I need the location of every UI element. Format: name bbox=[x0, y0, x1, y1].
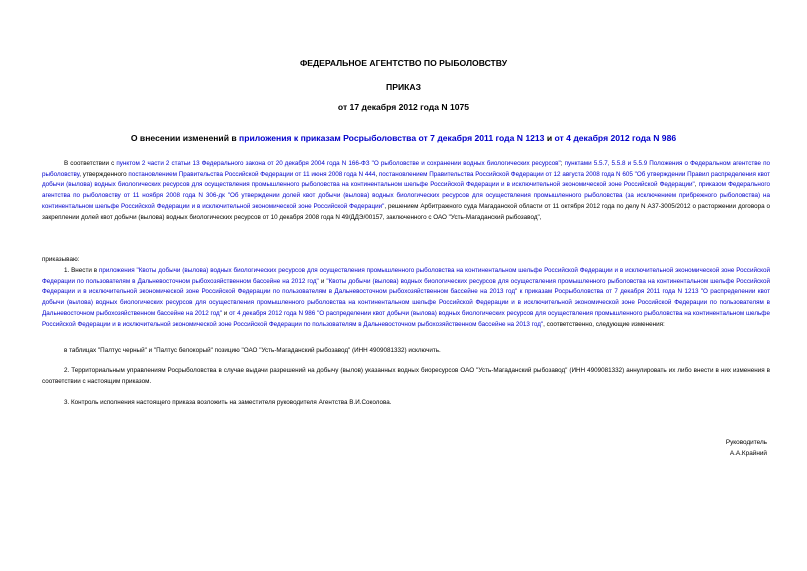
preamble-text: , утвержденного bbox=[79, 170, 129, 178]
preamble-text: В соответствии с bbox=[64, 160, 117, 167]
item-1-change: в таблицах "Палтус черный" и "Палтус белокорый" позицию "ОАО "Усть-Магаданский рыбозавод" (ИНН 4909081332) исключить. bbox=[64, 347, 441, 354]
link-order-986[interactable]: от 4 декабря 2012 года N 986 "О распределении квот добычи (вылова) водных биологических ресурсов для осуществления промышленного рыболовства на континентальном шельфе Российской Федерации и в исключительной экономической зоне Российской Федерации по пользователям в Дальневосточном рыбохозяйственном бассейне на 2013 год" bbox=[42, 309, 770, 328]
item-2-paragraph: 2. Территориальным управлениям Росрыболовства в случае выдачи разрешений на добычу (вылов) указанных водных биоресурсов ОАО "Усть-Магаданский рыбозавод" (ИНН 4909081332) аннулировать их либо внести в них изменения в соответствии с настоящим приказом. bbox=[42, 367, 770, 385]
item-1-text: и bbox=[221, 309, 230, 317]
preamble-text: , решением Арбитражного суда Магаданской области от 11 октября 2012 года по делу N А37-3005/2012 о расторжении договора о закреплении долей квот добычи (вылова) водных биологических ресурсов от 10 декабря 2008 года N 49/ДДЭ/00157, заключенного с ОАО "Усть-Магаданский рыбозавод", bbox=[42, 202, 771, 221]
link-government-decree-444[interactable]: постановлением Правительства Российской Федерации от 11 июня 2008 года N 444 bbox=[128, 170, 376, 178]
preamble-text: , bbox=[694, 181, 699, 189]
title-link-order-1213[interactable]: приложения к приказам Росрыболовства от 7 декабря 2011 года N 1213 bbox=[239, 133, 545, 143]
link-federal-law-166[interactable]: пунктом 2 части 2 статьи 13 Федерального закона от 20 декабря 2004 года N 166-ФЗ "О рыболовстве и сохранении водных биологических ресурсов" bbox=[116, 160, 561, 167]
preamble-text: , bbox=[375, 170, 379, 178]
link-quotas-2013-order-1213[interactable]: "Квоты добычи (вылова) водных биологических ресурсов для осуществления промышленного рыболовства на континентальном шельфе Российской Федерации и в исключительной экономической зоне Российской Федерации по пользователям в Дальневосточном рыбохозяйственном бассейне на 2013 год" к приказам Росрыболовства от 7 декабря 2011 года N 1213 "О распределении квот добычи (вылова) водных биологических ресурсов для осуществления промышленного рыболовства на континентальном шельфе Российской Федерации и в исключительной экономической зоне Российской Федерации по пользователям в Дальневосточном рыбохозяйственном бассейне на 2012 год" bbox=[42, 277, 771, 317]
order-directive: приказываю: bbox=[42, 256, 80, 263]
order-title bbox=[0, 133, 807, 143]
item-1-text: 1. Внести в bbox=[64, 267, 99, 274]
item-1-text: и bbox=[318, 277, 327, 285]
link-quotas-2012[interactable]: приложения "Квоты добычи (вылова) водных биологических ресурсов для осуществления промышленного рыболовства на континентальном шельфе Российской Федерации и в исключительной экономической зоне Российской Федерации по пользователям в Дальневосточном рыбохозяйственном бассейне на 2012 год" bbox=[42, 267, 770, 285]
link-order-306-dk[interactable]: приказом Федерального агентства по рыболовству от 11 ноября 2008 года N 306-дк "Об утверждении долей квот добычи (вылова) водных биологических ресурсов для осуществления промышленного рыболовства (за исключением прибрежного рыболовства) на континентальном шельфе Российской Федерации и в исключительной экономической зоне Российской Федерации" bbox=[42, 181, 770, 210]
preamble-paragraph bbox=[42, 159, 770, 223]
title-text: О внесении изменений в bbox=[130, 133, 240, 143]
title-text: и bbox=[544, 133, 555, 143]
order-date: от 17 декабря 2012 года N 1075 bbox=[337, 102, 470, 112]
link-government-decree-605[interactable]: постановлением Правительства Российской Федерации от 12 августа 2008 года N 605 "Об утверждении Правил распределения квот добычи (вылова) водных биологических ресурсов для осуществления промышленного рыболовства на континентальном шельфе Российской Федерации и в исключительной экономической зоне Российской Федерации" bbox=[42, 170, 770, 189]
item-1-paragraph bbox=[42, 266, 770, 330]
link-regulation-points[interactable]: пунктами 5.5.7, 5.5.8 и 5.5.9 Положения о Федеральном агентстве по рыболовству bbox=[42, 160, 771, 178]
item-1-text: , соответственно, следующие изменения: bbox=[543, 320, 665, 328]
signatory-name: А.А.Крайний bbox=[729, 449, 767, 457]
signatory-role: Руководитель bbox=[725, 439, 767, 446]
title-link-order-986[interactable]: от 4 декабря 2012 года N 986 bbox=[554, 133, 677, 143]
signature-block bbox=[726, 438, 767, 460]
preamble-text: ; bbox=[560, 160, 565, 167]
agency-name: ФЕДЕРАЛЬНОЕ АГЕНТСТВО ПО РЫБОЛОВСТВУ bbox=[299, 58, 508, 68]
document-type: ПРИКАЗ bbox=[386, 82, 421, 92]
item-3-paragraph: 3. Контроль исполнения настоящего приказа возложить на заместителя руководителя Агентства В.И.Соколова. bbox=[64, 399, 392, 406]
